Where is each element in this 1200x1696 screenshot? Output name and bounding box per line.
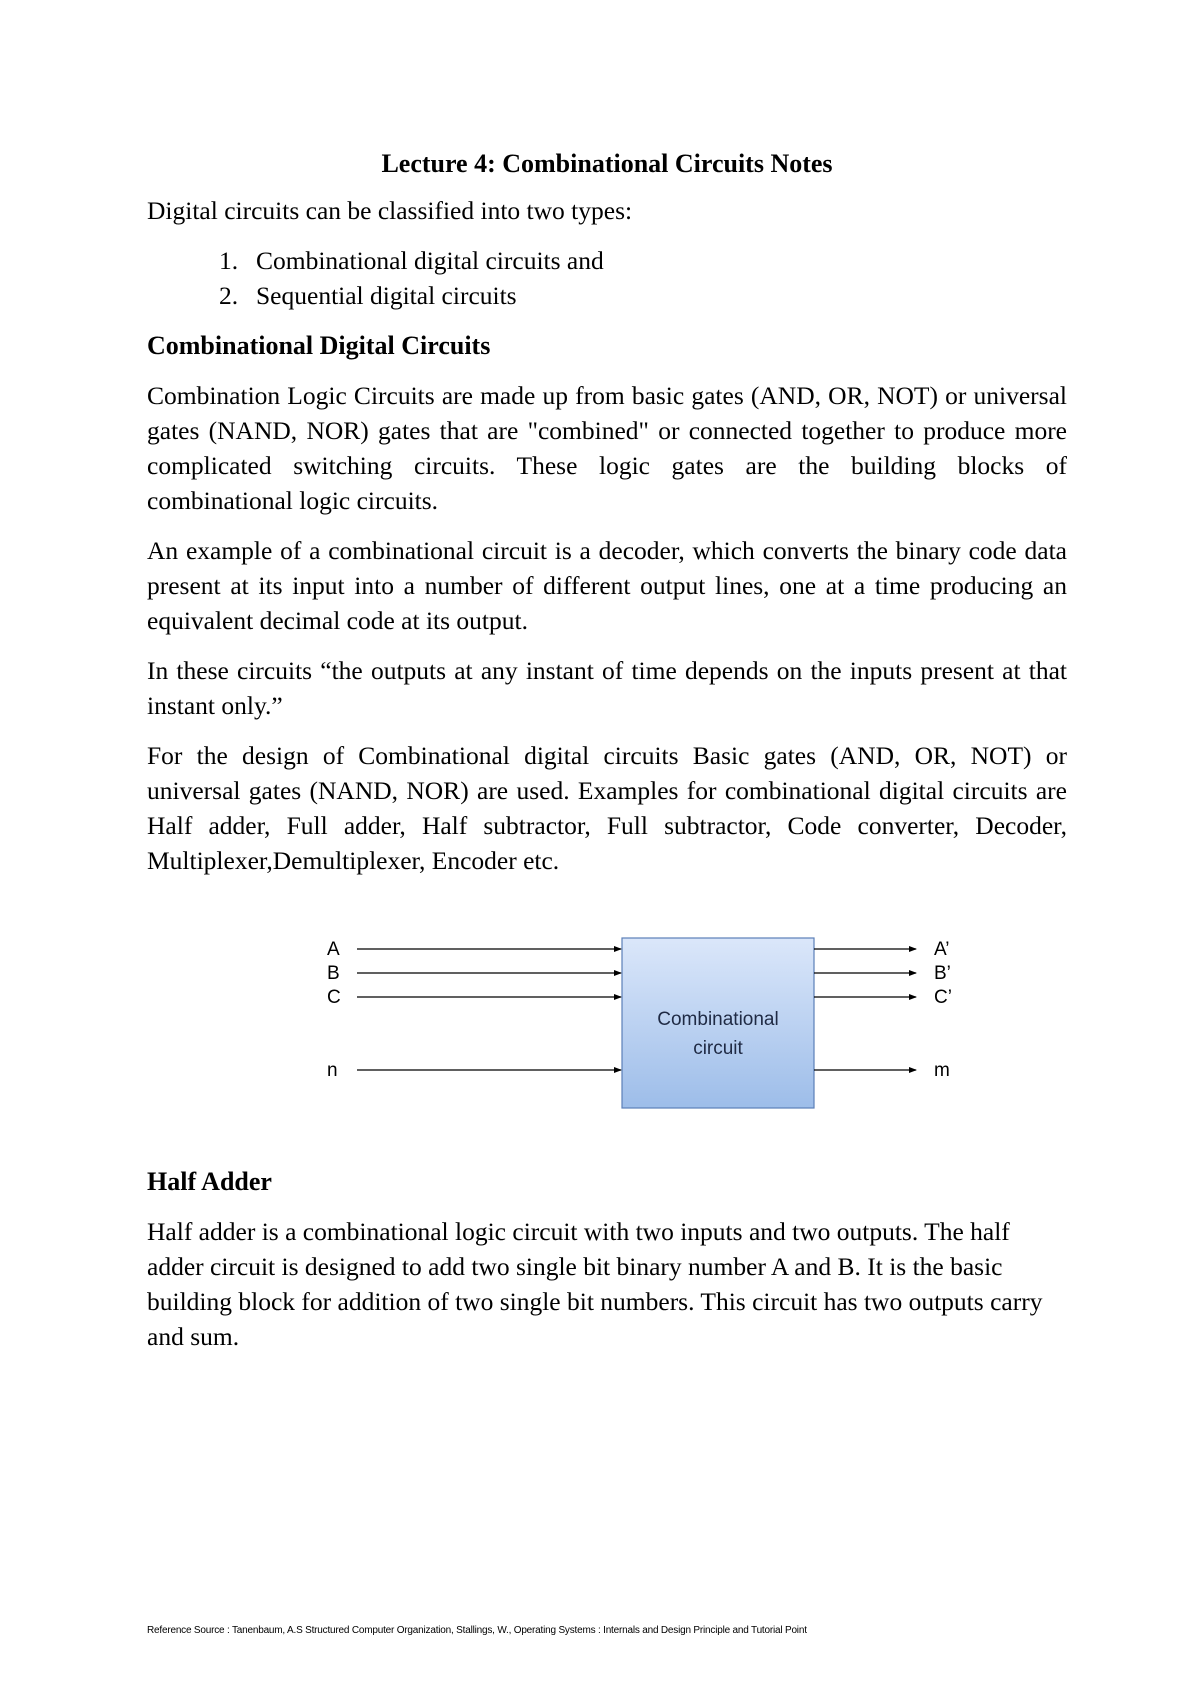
list-item	[219, 243, 1067, 278]
input-label-b: B	[327, 963, 340, 984]
combinational-circuit-outputs	[814, 924, 1034, 1129]
paragraph-design-gates: For the design of Combinational digital circuits Basic gates (AND, OR, NOT) or universal gates (NAND, NOR) are used. Examples for combinational digital circuits are Half adder, Full adder, Half subtractor, Full subtractor, Code converter, Decoder, Multiplexer,Demultiplexer, Encoder etc.	[147, 741, 1067, 875]
list-item-number: 2.	[219, 281, 239, 310]
section-heading-combinational: Combinational Digital Circuits	[147, 331, 491, 360]
paragraph-decoder-example: An example of a combinational circuit is a decoder, which converts the binary code data present at its input into a number of different output lines, one at a time producing an equivalent decimal code at its output.	[147, 536, 1067, 635]
list-item-text: Combinational digital circuits and	[256, 246, 604, 275]
list-item	[219, 278, 1067, 313]
intro-paragraph: Digital circuits can be classified into two types:	[147, 196, 633, 225]
reference-footer: Reference Source : Tanenbaum, A.S Structured Computer Organization, Stallings, W., Operating Systems : Internals and Design Principle and Tutorial Point	[147, 1625, 807, 1636]
output-label-c-prime: C’	[934, 987, 952, 1008]
paragraph-combinational-logic: Combination Logic Circuits are made up from basic gates (AND, OR, NOT) or universal gates (NAND, NOR) gates that are "combined" or connected together to produce more complicated switching circuits. These logic gates are the building blocks of combinational logic circuits.	[147, 381, 1067, 515]
combinational-circuit-figure	[147, 924, 1067, 1129]
circuit-types-list	[147, 243, 1067, 313]
list-item-number: 1.	[219, 246, 239, 275]
page-content	[147, 146, 1067, 1369]
output-label-m: m	[934, 1060, 950, 1081]
input-label-c: C	[327, 987, 341, 1008]
section-heading-half-adder: Half Adder	[147, 1167, 272, 1196]
box-label-line1: Combinational	[657, 1009, 779, 1030]
paragraph-instant-outputs: In these circuits “the outputs at any instant of time depends on the inputs present at that instant only.”	[147, 656, 1067, 720]
page-title: Lecture 4: Combinational Circuits Notes	[381, 149, 833, 178]
paragraph-half-adder: Half adder is a combinational logic circuit with two inputs and two outputs. The half adder circuit is designed to add two single bit binary number A and B. It is the basic building block for addition of two single bit numbers. This circuit has two outputs carry and sum.	[147, 1217, 1043, 1351]
input-label-a: A	[327, 939, 340, 960]
box-label-line2: circuit	[693, 1038, 743, 1059]
output-label-a-prime: A’	[934, 939, 950, 960]
output-label-b-prime: B’	[934, 963, 951, 984]
input-label-n: n	[327, 1060, 338, 1081]
list-item-text: Sequential digital circuits	[256, 281, 517, 310]
combinational-circuit-diagram	[327, 924, 827, 1129]
